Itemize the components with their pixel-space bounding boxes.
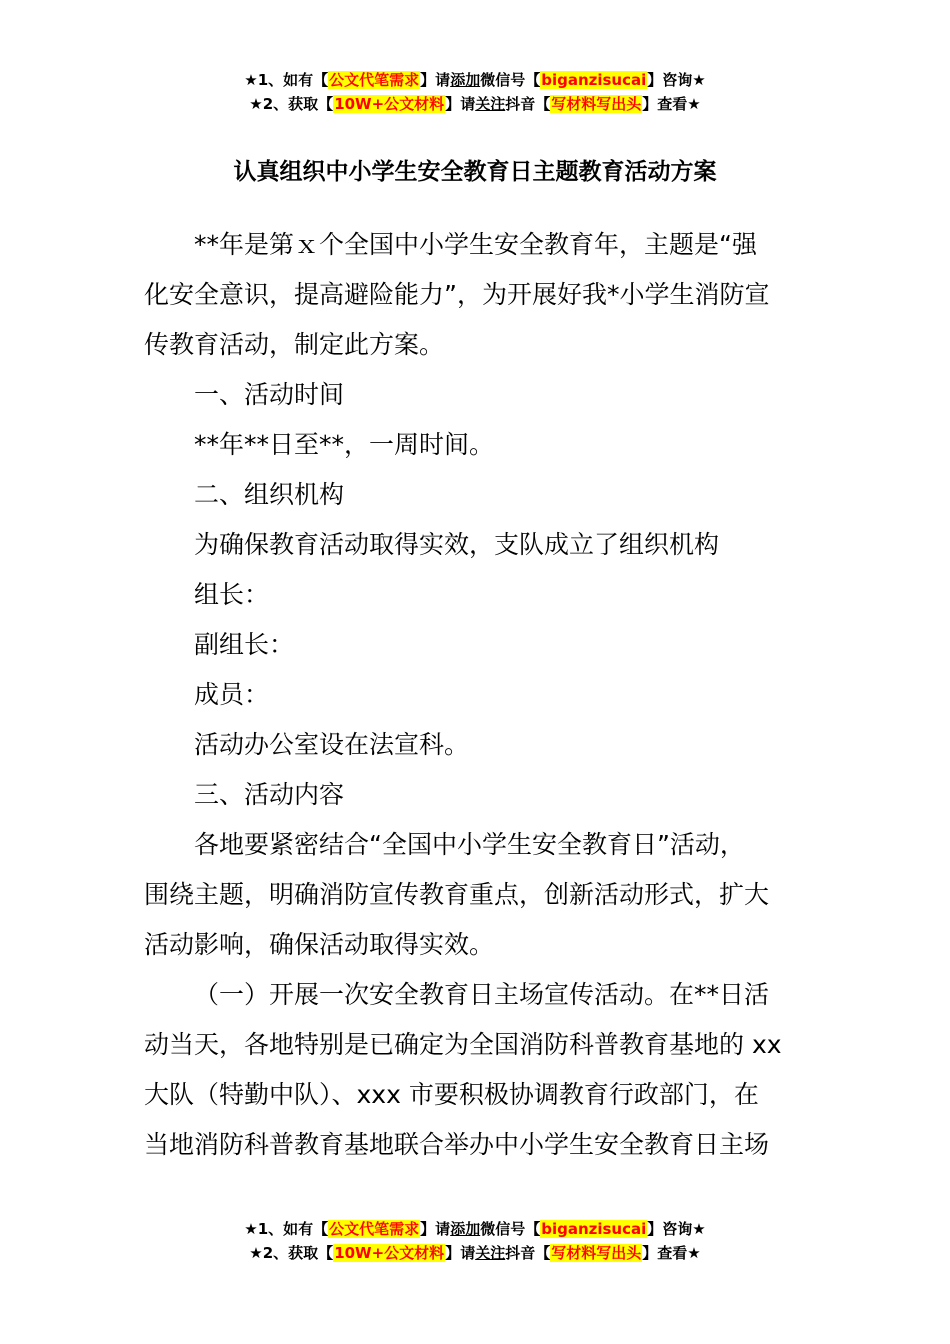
paragraph-line: 各地要紧密结合“全国中小学生安全教育日”活动， xyxy=(194,830,745,859)
banner-text: 】请 xyxy=(420,1220,451,1238)
paragraph-line: 化安全意识，提高避险能力”，为开展好我*小学生消防宣 xyxy=(144,280,770,309)
banner-text: 抖音【 xyxy=(505,1244,551,1262)
paragraph-line: 活动办公室设在法宣科。 xyxy=(194,730,470,759)
banner-highlight: biganzisucai xyxy=(541,71,647,89)
banner-text: 】查看★ xyxy=(642,1244,701,1262)
banner-text: 】请 xyxy=(420,71,451,89)
banner-text: ★2、获取【 xyxy=(249,1244,334,1262)
banner-line-1 xyxy=(0,68,950,92)
paragraph-line: 围绕主题，明确消防宣传教育重点，创新活动形式，扩大 xyxy=(144,880,770,909)
banner-text: ★2、获取【 xyxy=(249,95,334,113)
banner-text: 】请 xyxy=(445,1244,476,1262)
banner-text: 】查看★ xyxy=(642,95,701,113)
paragraph-line: 活动影响，确保活动取得实效。 xyxy=(144,930,495,959)
banner-text: ★1、如有【 xyxy=(244,1220,329,1238)
banner-line-2 xyxy=(0,1241,950,1265)
banner-underline: 关注 xyxy=(475,95,506,113)
banner-line-2 xyxy=(0,92,950,116)
footer-banner xyxy=(0,1217,950,1265)
banner-text: 微信号【 xyxy=(480,71,541,89)
paragraph-line: 当地消防科普教育基地联合举办中小学生安全教育日主场 xyxy=(144,1130,770,1159)
banner-text: 抖音【 xyxy=(505,95,551,113)
header-banner xyxy=(0,68,950,116)
banner-underline: 关注 xyxy=(475,1244,506,1262)
section-heading: 一、活动时间 xyxy=(194,380,345,409)
paragraph-line: （一）开展一次安全教育日主场宣传活动。在**日活 xyxy=(194,980,770,1009)
section-heading: 二、组织机构 xyxy=(194,480,345,509)
banner-highlight: 公文代笔需求 xyxy=(329,1220,420,1238)
paragraph-line: 传教育活动，制定此方案。 xyxy=(144,330,445,359)
banner-underline: 添加 xyxy=(450,71,481,89)
banner-text: 微信号【 xyxy=(480,1220,541,1238)
banner-highlight: biganzisucai xyxy=(541,1220,647,1238)
banner-underline: 添加 xyxy=(450,1220,481,1238)
paragraph-line: 组长： xyxy=(194,580,270,609)
banner-line-1 xyxy=(0,1217,950,1241)
document-body xyxy=(144,220,804,1170)
banner-highlight: 公文代笔需求 xyxy=(329,71,420,89)
banner-highlight: 写材料写出头 xyxy=(551,1244,642,1262)
banner-highlight: 写材料写出头 xyxy=(551,95,642,113)
paragraph-line: 成员： xyxy=(194,680,270,709)
paragraph-line: 为确保教育活动取得实效，支队成立了组织机构 xyxy=(194,530,720,559)
section-heading: 三、活动内容 xyxy=(194,780,345,809)
banner-text: 】咨询★ xyxy=(647,1220,706,1238)
paragraph-line: 副组长： xyxy=(194,630,295,659)
paragraph-line: **年是第ｘ个全国中小学生安全教育年，主题是“强 xyxy=(194,230,757,259)
paragraph-line: 动当天，各地特别是已确定为全国消防科普教育基地的 xx xyxy=(144,1030,782,1059)
banner-highlight: 10W+公文材料 xyxy=(334,95,445,113)
banner-text: 】咨询★ xyxy=(647,71,706,89)
banner-text: 】请 xyxy=(445,95,476,113)
paragraph-line: 大队（特勤中队）、xxx 市要积极协调教育行政部门，在 xyxy=(144,1080,759,1109)
banner-text: ★1、如有【 xyxy=(244,71,329,89)
banner-highlight: 10W+公文材料 xyxy=(334,1244,445,1262)
document-title: 认真组织中小学生安全教育日主题教育活动方案 xyxy=(233,159,717,185)
paragraph-line: **年**日至**，一周时间。 xyxy=(194,430,495,459)
